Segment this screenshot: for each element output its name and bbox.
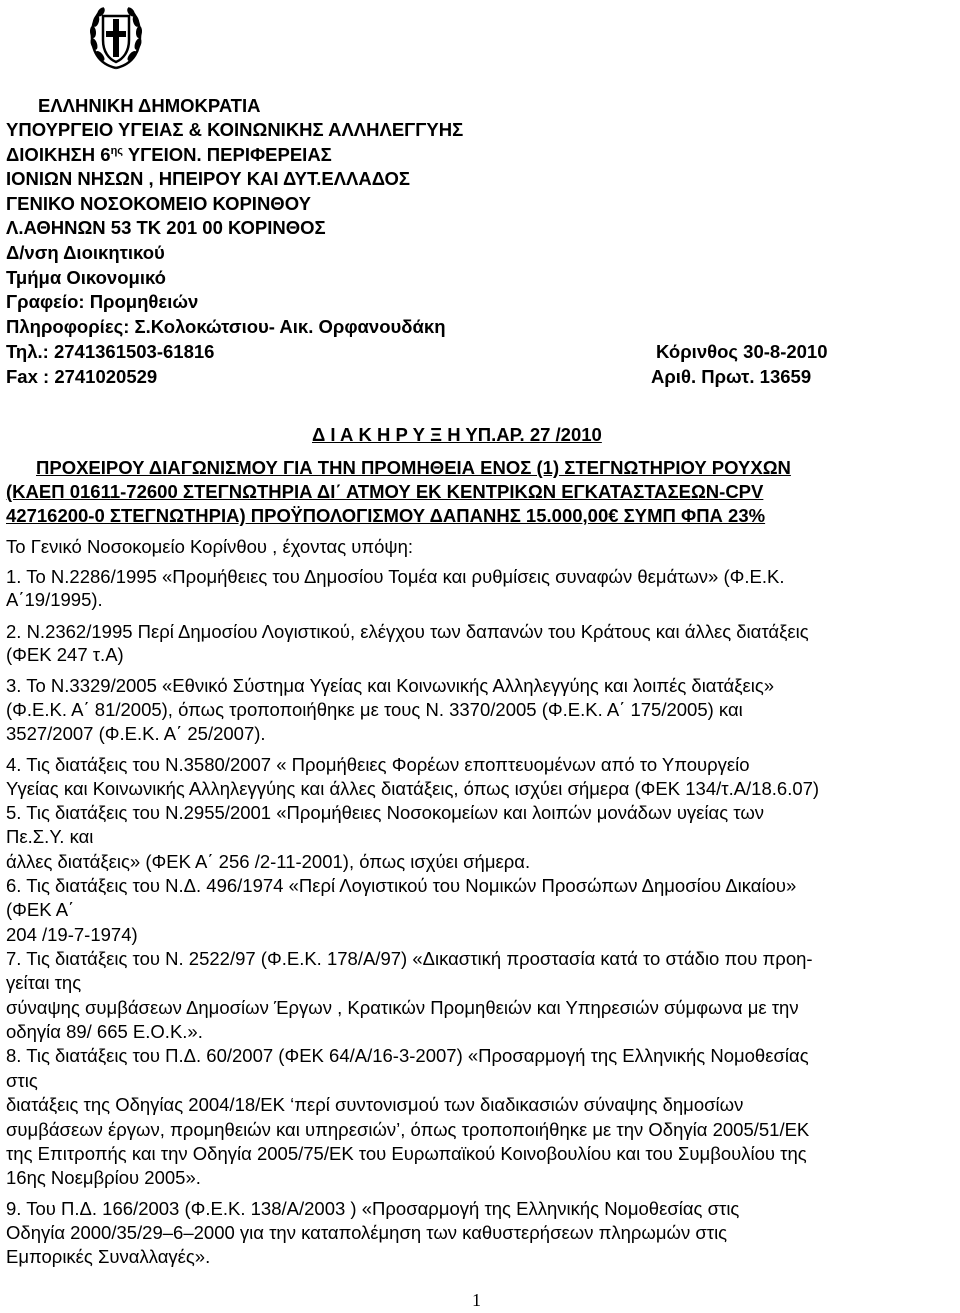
body-line: Το Γενικό Νοσοκομείο Κορίνθου , έχοντας υπόψη: <box>6 536 414 557</box>
body-line: Οδηγία 2000/35/29–6–2000 για την καταπολέμηση των καθυστερήσεων πληρωμών στις <box>6 1222 728 1243</box>
greek-coat-of-arms-icon <box>88 4 144 72</box>
header-contacts: Πληροφορίες: Σ.Κολοκώτσιου- Αικ. Ορφανουδάκη <box>6 316 446 337</box>
body-line: Εμπορικές Συναλλαγές». <box>6 1246 211 1267</box>
header-address: Λ.ΑΘΗΝΩΝ 53 ΤΚ 201 00 ΚΟΡΙΝΘΟΣ <box>6 217 326 238</box>
header-directorate: Δ/νση Διοικητικού <box>6 242 165 263</box>
header-ministry: ΥΠΟΥΡΓΕΙΟ ΥΓΕΙΑΣ & ΚΟΙΝΩΝΙΚΗΣ ΑΛΛΗΛΕΓΓΥΗΣ <box>6 119 464 140</box>
protocol-number: Αριθ. Πρωτ. 13659 <box>651 366 812 387</box>
body-line: της Επιτροπής και την Οδηγία 2005/75/ΕΚ του Ευρωπαϊκού Κοινοβουλίου και του Συμβουλίου της <box>6 1143 807 1164</box>
body-line: Υγείας και Κοινωνικής Αλληλεγγύης και άλλες διατάξεις, όπως ισχύει σήμερα (ΦΕΚ 134/τ.Α/18.6.07) <box>6 778 820 799</box>
body-line: 6. Τις διατάξεις του Ν.Δ. 496/1974 «Περί Λογιστικού του Νομικών Προσώπων Δημοσίου Δικαίου» <box>6 875 797 896</box>
header-region-areas: ΙΟΝΙΩΝ ΝΗΣΩΝ , ΗΠΕΙΡΟΥ ΚΑΙ ΔΥΤ.ΕΛΛΑΔΟΣ <box>6 168 411 189</box>
body-line: (Φ.Ε.Κ. Α΄ 81/2005), όπως τροποποιήθηκε με τους Ν. 3370/2005 (Φ.Ε.Κ. Α΄ 175/2005) και <box>6 699 743 720</box>
subject-line-2: (ΚΑΕΠ 01611-72600 ΣΤΕΓΝΩΤΗΡΙΑ ΔΙ΄ ΑΤΜΟΥ ΕΚ ΚΕΝΤΡΙΚΩΝ ΕΓΚΑΤΑΣΤΑΣΕΩΝ-CPV <box>6 481 764 502</box>
body-line: 1. Το Ν.2286/1995 «Προμήθειες του Δημοσίου Τομέα και ρυθμίσεις συναφών θεμάτων» (Φ.Ε.Κ. <box>6 566 785 587</box>
body-line: 16ης Νοεμβρίου 2005». <box>6 1167 201 1188</box>
body-line: γείται της <box>6 972 82 993</box>
body-line: Α΄19/1995). <box>6 589 103 610</box>
body-line: 4. Τις διατάξεις του Ν.3580/2007 « Προμήθειες Φορέων εποπτευομένων από το Υπουργείο <box>6 754 750 775</box>
body-line: (ΦΕΚ Α΄ <box>6 899 75 920</box>
header-phone: Τηλ.: 2741361503-61816 <box>6 341 215 362</box>
body-line: σύναψης συμβάσεων Δημοσίων Έργων , Κρατικών Προμηθειών και Υπηρεσιών σύμφωνα με την <box>6 997 799 1018</box>
body-line: 8. Τις διατάξεις του Π.Δ. 60/2007 (ΦΕΚ 64/Α/16-3-2007) «Προσαρμογή της Ελληνικής Νομοθεσίας <box>6 1045 809 1066</box>
body-line: 2. Ν.2362/1995 Περί Δημοσίου Λογιστικού, ελέγχου των δαπανών του Κράτους και άλλες διατάξεις <box>6 621 809 642</box>
body-line: 9. Του Π.Δ. 166/2003 (Φ.Ε.Κ. 138/Α/2003 ) «Προσαρμογή της Ελληνικής Νομοθεσίας στις <box>6 1198 740 1219</box>
body-line: 5. Τις διατάξεις του Ν.2955/2001 «Προμήθειες Νοσοκομείων και λοιπών μονάδων υγείας των <box>6 802 765 823</box>
header-office: Γραφείο: Προμηθειών <box>6 291 199 312</box>
body-line: διατάξεις της Οδηγίας 2004/18/ΕΚ ‘περί συντονισμού των διαδικασιών σύναψης δημοσίων <box>6 1094 744 1115</box>
body-line: 3. Το Ν.3329/2005 «Εθνικό Σύστημα Υγείας και Κοινωνικής Αλληλεγγύης και λοιπές διατάξεις» <box>6 675 775 696</box>
body-line: άλλες διατάξεις» (ΦΕΚ Α΄ 256 /2-11-2001), όπως ισχύει σήμερα. <box>6 851 531 872</box>
body-line: Πε.Σ.Υ. και <box>6 826 94 847</box>
body-line: 204 /19-7-1974) <box>6 924 138 945</box>
body-line: 7. Τις διατάξεις του Ν. 2522/97 (Φ.Ε.Κ. 178/Α/97) «Δικαστική προστασία κατά το στάδιο που προη- <box>6 948 813 969</box>
body-line: στις <box>6 1070 38 1091</box>
subject-line-3: 42716200-0 ΣΤΕΓΝΩΤΗΡΙΑ) ΠΡΟΫΠΟΛΟΓΙΣΜΟΥ ΔΑΠΑΝΗΣ 15.000,00€ ΣΥΜΠ ΦΠΑ 23% <box>6 505 766 526</box>
header-health-region: ΔΙΟΙΚΗΣΗ $6^{\eta\varsigma}$ ΥΓΕΙΟΝ. ΠΕΡΙΦΕΡΕΙΑΣ <box>6 144 332 165</box>
subject-line-1: ΠΡΟΧΕΙΡΟΥ ΔΙΑΓΩΝΙΣΜΟΥ ΓΙΑ ΤΗΝ ΠΡΟΜΗΘΕΙΑ ΕΝΟΣ (1) ΣΤΕΓΝΩΤΗΡΙΟΥ ΡΟΥΧΩΝ <box>36 457 791 478</box>
body-line: οδηγία 89/ 665 Ε.Ο.Κ.». <box>6 1021 203 1042</box>
header-fax: Fax : 2741020529 <box>6 366 158 387</box>
body-line: 3527/2007 (Φ.Ε.Κ. Α΄ 25/2007). <box>6 723 266 744</box>
page-number: 1 <box>472 1290 481 1310</box>
place-date: Κόρινθος 30-8-2010 <box>656 341 828 362</box>
declaration-title: Δ Ι Α Κ Η Ρ Υ Ξ Η ΥΠ.ΑΡ. 27 /2010 <box>312 424 602 445</box>
header-hospital: ΓΕΝΙΚΟ ΝΟΣΟΚΟΜΕΙΟ ΚΟΡΙΝΘΟΥ <box>6 193 311 214</box>
header-country: ΕΛΛΗΝΙΚΗ ΔΗΜΟΚΡΑΤΙΑ <box>38 95 261 116</box>
body-line: (ΦΕΚ 247 τ.Α) <box>6 644 124 665</box>
body-line: συμβάσεων έργων, προμηθειών και υπηρεσιών’, όπως τροποποιήθηκε με την Οδηγία 2005/51/ΕΚ <box>6 1119 810 1140</box>
header-department: Τμήμα Οικονομικό <box>6 267 166 288</box>
